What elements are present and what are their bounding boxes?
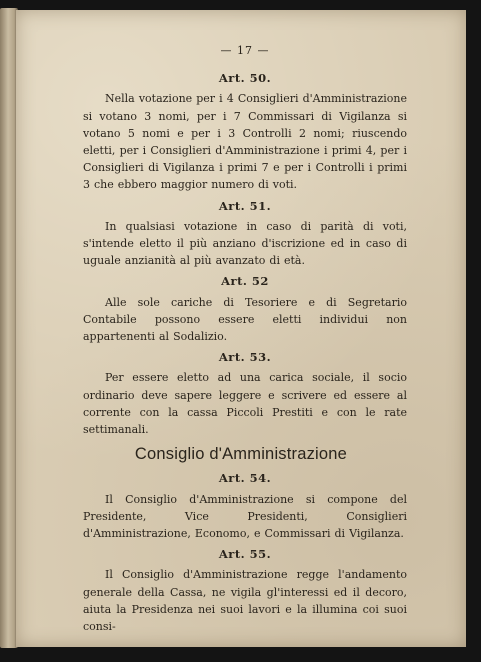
article-text: In qualsiasi votazione in caso di parità di voti, s'intende eletto il più anziano d'iscrizione ed in caso di uguale anzianità al più avanzato di età. xyxy=(83,219,407,268)
article-title: Art. 51. xyxy=(218,198,272,213)
article-text: Alle sole cariche di Tesoriere e di Segretario Contabile possono essere eletti individui non appartenenti al Sodalizio. xyxy=(83,295,407,344)
book-page xyxy=(16,10,466,647)
article-title: Art. 54. xyxy=(218,471,272,486)
article-title: Art. 52 xyxy=(221,274,269,289)
article-title: Art. 50. xyxy=(218,71,272,86)
article-text: Per essere eletto ad una carica sociale, il socio ordinario deve sapere leggere e scrivere ed essere al corrente con la cassa Piccoli Prestiti e con le rate settimanali. xyxy=(83,371,407,437)
section-heading: Consiglio d'Amministrazione xyxy=(134,445,348,464)
article-text: Il Consiglio d'Amministrazione regge l'andamento generale della Cassa, ne vigila gl'interessi ed il decoro, aiuta la Presidenza nei suoi lavori e la illumina coi suoi consi- xyxy=(83,568,407,634)
article-title: Art. 53. xyxy=(218,350,272,365)
article-text: Il Consiglio d'Amministrazione si compone del Presidente, Vice Presidenti, Consiglieri d'Amministrazione, Economo, e Commissari di Vigilanza. xyxy=(83,492,407,541)
article-title: Art. 55. xyxy=(218,547,272,562)
article-text: Nella votazione per i 4 Consiglieri d'Amministrazione si votano 3 nomi, per i 7 Commissari di Vigilanza si votano 5 nomi e per i 3 Controlli 2 nomi; riuscendo eletti, per i Consiglieri d'Amministrazione i primi 4, per i Consiglieri di Vigilanza i primi 7 e per i Controlli i primi 3 che ebbero maggior numero di voti. xyxy=(83,92,407,192)
page-content xyxy=(83,42,407,635)
page-number: — 17 — xyxy=(220,44,270,57)
